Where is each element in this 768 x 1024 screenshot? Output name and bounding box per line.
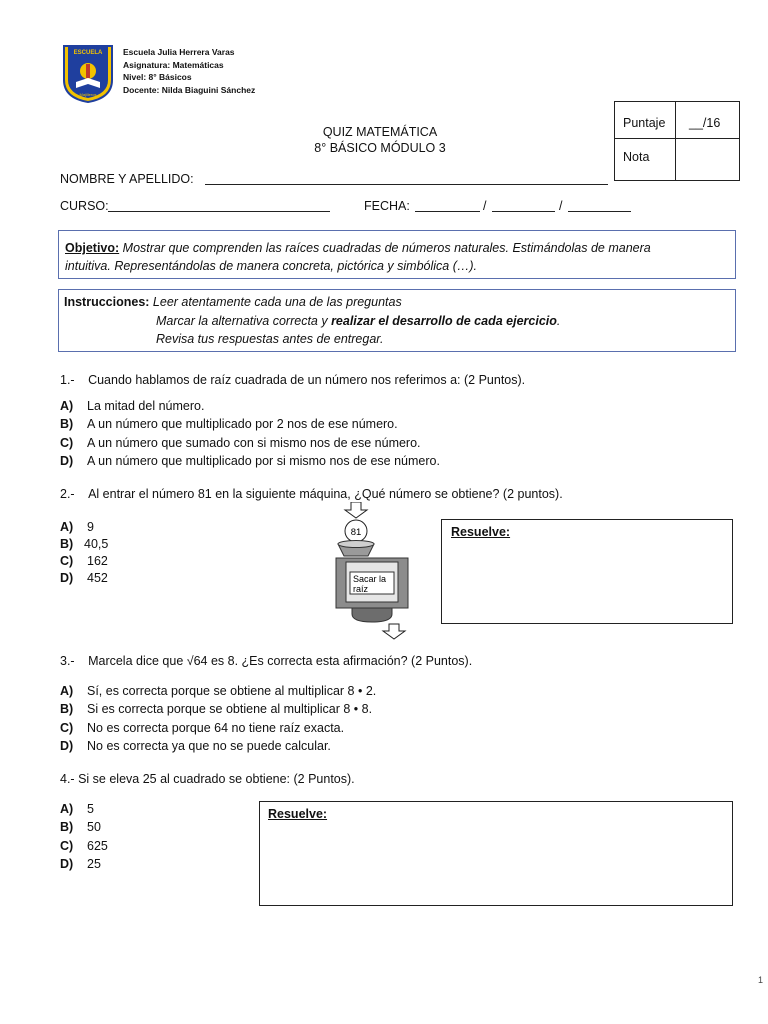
puntaje-label: Puntaje xyxy=(623,116,666,130)
date-separator: / xyxy=(559,199,563,213)
instructions-label: Instrucciones: xyxy=(64,295,150,309)
objective-label: Objetivo: xyxy=(65,241,120,255)
objective-text-line-2: intuitiva. Representándolas de manera concreta, pictórica y simbólica (…). xyxy=(65,259,477,273)
question-3: 3.- Marcela dice que √64 es 8. ¿Es correcta esta afirmación? (2 Puntos). xyxy=(60,654,473,668)
machine-input-number: 81 xyxy=(350,527,362,538)
teacher: Docente: Nilda Biaguini Sánchez xyxy=(123,84,256,95)
nota-label: Nota xyxy=(623,150,650,164)
question-2: 2.- Al entrar el número 81 en la siguiente máquina, ¿Qué número se obtiene? (2 puntos). xyxy=(60,487,563,501)
subject: Asignatura: Matemáticas xyxy=(123,59,224,70)
name-field[interactable] xyxy=(205,184,608,185)
machine-label-1: Sacar la xyxy=(353,574,387,584)
date-month-field[interactable] xyxy=(492,211,555,212)
nota-field[interactable] xyxy=(677,140,737,178)
date-day-field[interactable] xyxy=(415,211,480,212)
q4-resolve-box[interactable] xyxy=(259,801,733,906)
course-label: CURSO: xyxy=(60,199,109,213)
title-line-2: 8° BÁSICO MÓDULO 3 xyxy=(314,141,446,155)
name-label: NOMBRE Y APELLIDO: xyxy=(60,172,194,186)
score-table xyxy=(614,101,740,181)
page-number: 1 xyxy=(758,975,764,985)
machine-label-2: raíz xyxy=(353,584,369,594)
instruction-line-3: Revisa tus respuestas antes de entregar. xyxy=(156,332,384,346)
level: Nivel: 8° Básicos xyxy=(123,72,192,82)
root-machine-illustration xyxy=(330,502,420,642)
instruction-line-2: Marcar la alternativa correcta y realizar el desarrollo de cada ejercicio. xyxy=(156,314,561,328)
instruction-line-1: Leer atentamente cada una de las preguntas xyxy=(152,295,402,309)
date-year-field[interactable] xyxy=(568,211,631,212)
resolve-label: Resuelve: xyxy=(268,807,328,821)
school-crest xyxy=(62,44,114,104)
instructions-box xyxy=(58,289,736,352)
school-name: Escuela Julia Herrera Varas xyxy=(123,47,235,57)
resolve-label: Resuelve: xyxy=(451,525,511,539)
date-label: FECHA: xyxy=(364,199,410,213)
objective-text-line-1: Mostrar que comprenden las raíces cuadradas de números naturales. Estimándolas de manera xyxy=(122,241,651,255)
q2-resolve-box[interactable] xyxy=(441,519,733,624)
quiz-title xyxy=(250,124,510,156)
date-separator: / xyxy=(483,199,487,213)
puntaje-value[interactable]: __/16 xyxy=(689,116,721,130)
course-field[interactable] xyxy=(108,211,330,212)
question-1: 1.- Cuando hablamos de raíz cuadrada de un número nos referimos a: (2 Puntos). xyxy=(60,373,526,387)
school-info xyxy=(123,46,255,96)
crest-top-text: ESCUELA xyxy=(73,50,103,56)
crest-bottom-text: Majilleros xyxy=(79,92,97,97)
objective-box xyxy=(58,230,736,279)
title-line-1: QUIZ MATEMÁTICA xyxy=(322,125,438,139)
question-4: 4.- Si se eleva 25 al cuadrado se obtiene: (2 Puntos). xyxy=(60,772,355,786)
